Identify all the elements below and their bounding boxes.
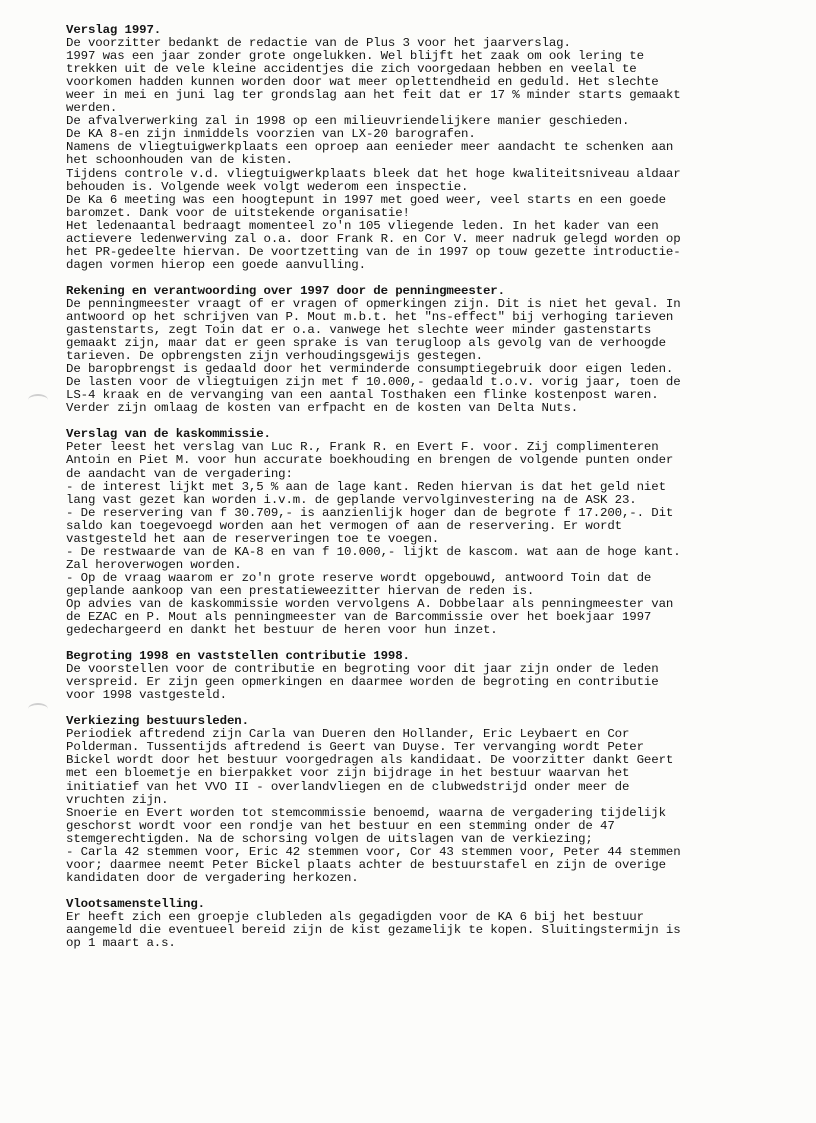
text-line: gemaakt zijn, maar dat er geen sprake is van terugloop als gevolg van de verhoogde	[66, 336, 666, 351]
text-line: de aandacht van de vergadering:	[66, 466, 293, 481]
text-line: - De reservering van f 30.709,- is aanzienlijk hoger dan de begrote f 17.200,-. Dit	[66, 505, 674, 520]
text-line: tarieven. De opbrengsten zijn verhoudingsgewijs gestegen.	[66, 349, 483, 364]
text-line: op 1 maart a.s.	[66, 936, 176, 951]
punch-hole-upper	[28, 394, 48, 406]
text-line: antwoord op het schrijven van P. Mout m.b.t. het "ns-effect" bij verhoging tarieven	[66, 309, 674, 324]
text-line: - Carla 42 stemmen voor, Eric 42 stemmen voor, Cor 43 stemmen voor, Peter 44 stemmen	[66, 844, 681, 859]
punch-hole-lower	[28, 703, 48, 715]
text-line: voor 1998 vastgesteld.	[66, 688, 227, 703]
text-line: Polderman. Tussentijds aftredend is Geert van Duyse. Ter vervanging wordt Peter	[66, 740, 644, 755]
text-line: gastenstarts, zegt Toin dat er o.a. vanwege het slechte weer minder gastenstarts	[66, 323, 652, 338]
text-line: Het ledenaantal bedraagt momenteel zo'n 105 vliegende leden. In het kader van een	[66, 218, 659, 233]
text-line: De lasten voor de vliegtuigen zijn met f 10.000,- gedaald t.o.v. vorig jaar, toen de	[66, 375, 681, 390]
text-line: saldo kan toegevoegd worden aan het vermogen of aan de reservering. Er wordt	[66, 518, 622, 533]
text-line: dagen vormen hierop een goede aanvulling.	[66, 257, 366, 272]
text-line: voor; daarmee neemt Peter Bickel plaats achter de bestuurstafel en zijn de overige	[66, 857, 666, 872]
section-begroting	[66, 650, 756, 702]
text-line: weer in mei en juni lag ter grondslag aan het feit dat er 17 % minder starts gemaakt	[66, 88, 681, 103]
text-line: Verder zijn omlaag de kosten van erfpacht en de kosten van Delta Nuts.	[66, 401, 579, 416]
text-line: - Op de vraag waarom er zo'n grote reserve wordt opgebouwd, antwoord Toin dat de	[66, 570, 652, 585]
text-line: Tijdens controle v.d. vliegtuigwerkplaats bleek dat het hoge kwaliteitsniveau aldaar	[66, 166, 681, 181]
section-vlootsamenstelling	[66, 898, 756, 950]
section-body	[66, 728, 756, 885]
section-body	[66, 298, 756, 415]
text-line: initiatief van het VVO II - overlandvliegen en de clubwedstrijd onder meer de	[66, 779, 630, 794]
text-line: Namens de vliegtuigwerkplaats een oproep aan eenieder meer aandacht te schenken aan	[66, 140, 674, 155]
text-line: het schoonhouden van de kisten.	[66, 153, 293, 168]
text-line: geschorst wordt voor een rondje van het bestuur en een stemming onder de 47	[66, 818, 615, 833]
text-line: vastgesteld het aan de reserveringen toe te voegen.	[66, 531, 440, 546]
text-line: stemgerechtigden. Na de schorsing volgen de uitslagen van de verkiezing;	[66, 831, 593, 846]
text-line: lang vast gezet kan worden i.v.m. de geplande vervolginvestering na de ASK 23.	[66, 492, 637, 507]
text-line: Er heeft zich een groepje clubleden als gegadigden voor de KA 6 bij het bestuur	[66, 909, 644, 924]
section-heading: Verslag 1997.	[66, 23, 162, 37]
text-line: De baropbrengst is gedaald door het verminderde consumptiegebruik door eigen leden.	[66, 362, 674, 377]
text-line: aangemeld die eventueel bereid zijn de kist gezamelijk te kopen. Sluitingstermijn is	[66, 923, 681, 937]
text-line: Peter leest het verslag van Luc R., Frank R. en Evert F. voor. Zij complimenteren	[66, 440, 659, 455]
text-line: Bickel wordt door het bestuur voorgedragen als kandidaat. De voorzitter dankt Geert	[66, 753, 674, 768]
text-line: verspreid. Er zijn geen opmerkingen en daarmee worden de begroting en contributie	[66, 675, 659, 690]
text-line: De voorzitter bedankt de redactie van de Plus 3 voor het jaarverslag.	[66, 36, 571, 51]
section-body	[66, 37, 756, 272]
text-line: 1997 was een jaar zonder grote ongelukken. Wel blijft het zaak om ook lering te	[66, 49, 644, 64]
section-heading: Verslag van de kaskommissie.	[66, 427, 271, 442]
text-line: De voorstellen voor de contributie en begroting voor dit jaar zijn onder de leden	[66, 662, 659, 677]
text-line: baromzet. Dank voor de uitstekende organisatie!	[66, 205, 410, 220]
text-line: voorkomen hadden kunnen worden door wat meer oplettendheid en geduld. Het slechte	[66, 75, 659, 90]
text-line: Zal heroverwogen worden.	[66, 557, 242, 572]
text-line: Antoin en Piet M. voor hun accurate boekhouding en brengen de volgende punten onder	[66, 453, 674, 468]
text-line: De KA 8-en zijn inmiddels voorzien van LX-20 barografen.	[66, 127, 476, 142]
text-line: met een bloemetje en bierpakket voor zijn bijdrage in het bestuur waarvan het	[66, 766, 630, 781]
section-heading: Verkiezing bestuursleden.	[66, 714, 249, 729]
document-page	[66, 24, 756, 963]
text-line: de EZAC en P. Mout als penningmeester van de Barcommissie over het boekjaar 1997	[66, 610, 652, 625]
text-line: De afvalverwerking zal in 1998 op een milieuvriendelijkere manier geschieden.	[66, 114, 630, 129]
text-line: behouden is. Volgende week volgt wederom een inspectie.	[66, 179, 469, 194]
section-heading: Rekening en verantwoording over 1997 door de penningmeester.	[66, 283, 505, 298]
text-line: Snoerie en Evert worden tot stemcommissie benoemd, waarna de vergadering tijdelijk	[66, 805, 666, 820]
text-line: - de interest lijkt met 3,5 % aan de lage kant. Reden hiervan is dat het geld niet	[66, 479, 666, 494]
section-verkiezing-bestuursleden	[66, 715, 756, 885]
text-line: Op advies van de kaskommissie worden vervolgens A. Dobbelaar als penningmeester van	[66, 596, 674, 611]
section-verslag-1997	[66, 24, 756, 272]
text-line: trekken uit de vele kleine accidentjes die zich voorgedaan hebben en veelal te	[66, 62, 637, 77]
section-body	[66, 911, 756, 950]
section-rekening-verantwoording	[66, 285, 756, 415]
text-line: actievere ledenwerving zal o.a. door Frank R. en Cor V. meer nadruk gelegd worden op	[66, 231, 681, 246]
text-line: werden.	[66, 101, 118, 116]
section-heading: Vlootsamenstelling.	[66, 896, 205, 911]
text-line: De Ka 6 meeting was een hoogtepunt in 1997 met goed weer, veel starts en een goede	[66, 192, 666, 207]
section-kaskommissie	[66, 428, 756, 637]
text-line: geplande aankoop van een prestatieweezitter hiervan de reden is.	[66, 583, 535, 598]
section-heading: Begroting 1998 en vaststellen contributie 1998.	[66, 649, 410, 664]
text-line: LS-4 kraak en de vervanging van een aantal Tosthaken een flinke kostenpost waren.	[66, 388, 659, 403]
text-line: kandidaten door de vergadering herkozen.	[66, 870, 359, 885]
text-line: het PR-gedeelte hiervan. De voortzetting van de in 1997 op touw gezette introductie-	[66, 244, 681, 259]
section-body	[66, 663, 756, 702]
text-line: - De restwaarde van de KA-8 en van f 10.000,- lijkt de kascom. wat aan de hoge kant.	[66, 544, 681, 559]
text-line: Periodiek aftredend zijn Carla van Dueren den Hollander, Eric Leybaert en Cor	[66, 727, 630, 742]
text-line: gedechargeerd en dankt het bestuur de heren voor hun inzet.	[66, 623, 498, 638]
text-line: vruchten zijn.	[66, 792, 169, 807]
text-line: De penningmeester vraagt of er vragen of opmerkingen zijn. Dit is niet het geval. In	[66, 296, 681, 311]
section-body	[66, 441, 756, 637]
